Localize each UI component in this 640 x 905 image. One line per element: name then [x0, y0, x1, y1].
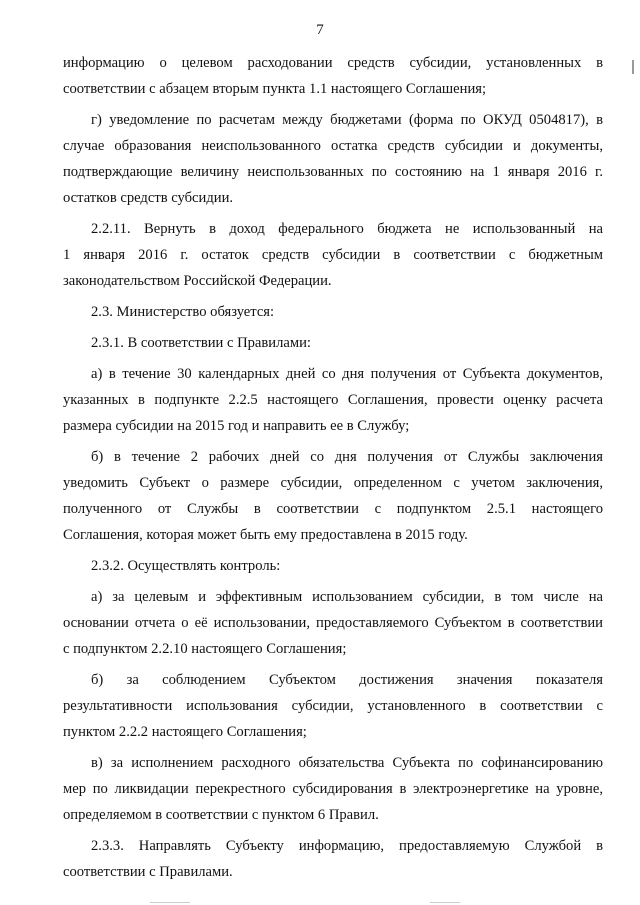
text-line: 2.2.11. Вернуть в доход федерального бюджета не использованный на [91, 221, 603, 237]
text-line: информацию о целевом расходовании средств субсидии, установленных в [63, 55, 603, 71]
text-line: мер по ликвидации перекрестного субсидирования в электроэнергетике на уровне, [63, 781, 603, 797]
text-line: соответствии с Правилами. [63, 864, 233, 880]
text-line: 2.3. Министерство обязуется: [91, 304, 275, 320]
text-line: случае образования неиспользованного остатка средств субсидии и документы, [63, 138, 603, 154]
paragraph-2-3-3 [63, 833, 603, 885]
text-line: законодательством Российской Федерации. [63, 273, 332, 289]
text-line: в) за исполнением расходного обязательства Субъекта по софинансированию [91, 755, 603, 771]
text-line: пунктом 2.2.2 настоящего Соглашения; [63, 724, 307, 740]
paragraph-continuation-report [63, 50, 603, 102]
paragraph-2-3-heading [63, 299, 603, 325]
text-line: уведомить Субъект о размере субсидии, определенном с учетом заключения, [63, 475, 603, 491]
paragraph-2-2-11 [63, 216, 603, 294]
text-line: размера субсидии на 2015 год и направить ее в Службу; [63, 418, 410, 434]
scan-bottom-mark [430, 902, 460, 903]
document-body [63, 50, 603, 890]
paragraph-2-3-2-a [63, 584, 603, 662]
text-line: 2.3.3. Направлять Субъекту информацию, предоставляемую Службой в [91, 838, 603, 854]
text-line: подтверждающие величину неиспользованных по состоянию на 1 января 2016 г. [63, 164, 603, 180]
paragraph-2-3-1-b [63, 444, 603, 548]
paragraph-2-3-2-heading [63, 553, 603, 579]
text-line: а) в течение 30 календарных дней со дня получения от Субъекта документов, [91, 366, 603, 382]
text-line: г) уведомление по расчетам между бюджетами (форма по ОКУД 0504817), в [91, 112, 603, 128]
text-line: результативности использования субсидии, установленного в соответствии с [63, 698, 603, 714]
text-line: а) за целевым и эффективным использованием субсидии, в том числе на [91, 589, 603, 605]
text-line: б) за соблюдением Субъектом достижения значения показателя [91, 672, 603, 688]
text-line: остатков средств субсидии. [63, 190, 234, 206]
text-line: 2.3.1. В соответствии с Правилами: [91, 335, 311, 351]
page-number: 7 [316, 22, 324, 38]
text-line: определяемом в соответствии с пунктом 6 Правил. [63, 807, 379, 823]
text-line: 1 января 2016 г. остаток средств субсидии в соответствии с бюджетным [63, 247, 603, 263]
text-line: 2.3.2. Осуществлять контроль: [91, 558, 281, 574]
paragraph-2-3-1-a [63, 361, 603, 439]
text-line: полученного от Службы в соответствии с подпунктом 2.5.1 настоящего [63, 501, 603, 517]
paragraph-2-3-2-v [63, 750, 603, 828]
paragraph-2-3-1-heading [63, 330, 603, 356]
text-line: основании отчета о её использовании, предоставляемого Субъектом в соответствии [63, 615, 603, 631]
text-line: указанных в подпункте 2.2.5 настоящего Соглашения, провести оценку расчета [63, 392, 603, 408]
scan-margin-mark [632, 60, 634, 74]
text-line: соответствии с абзацем вторым пункта 1.1 настоящего Соглашения; [63, 81, 487, 97]
paragraph-item-g-notification [63, 107, 603, 211]
scan-bottom-mark [150, 902, 190, 903]
paragraph-2-3-2-b [63, 667, 603, 745]
text-line: Соглашения, которая может быть ему предоставлена в 2015 году. [63, 527, 468, 543]
text-line: б) в течение 2 рабочих дней со дня получения от Службы заключения [91, 449, 603, 465]
text-line: с подпунктом 2.2.10 настоящего Соглашения; [63, 641, 347, 657]
